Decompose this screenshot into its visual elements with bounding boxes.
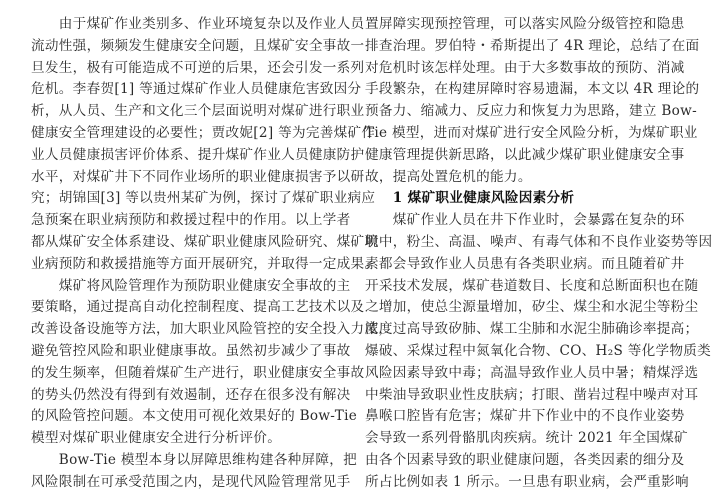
text-line: 爆破、采煤过程中氮氧化合物、CO、H₂S 等化学物质类: [365, 342, 712, 359]
text-line: 中柴油导致职业性皮肤病；打眼、凿岩过程中噪声对耳: [365, 386, 699, 403]
right-text-column: [365, 14, 713, 494]
text-line: 手段繁杂，在构建屏障时容易遗漏，本文以 4R 理论的: [365, 81, 700, 98]
text-line: 流动性强，频频发生健康安全问题，且煤矿安全事故一: [31, 37, 365, 54]
text-line: 素都会导致作业人员患有各类职业病。而且随着矿井: [365, 255, 685, 272]
text-line: Tie 模型，进而对煤矿进行安全风险分析，为煤矿职业: [365, 124, 698, 141]
text-line: 究；胡锦国[3] 等以贵州某矿为例，探讨了煤矿职业病应: [31, 190, 376, 207]
text-line: 水平，对煤矿井下不同作业场所的职业健康损害予以研: [31, 168, 365, 185]
paragraph: [365, 210, 713, 493]
text-line: 业病预防和救援措施等方面开展研究，并取得一定成果。: [31, 255, 379, 272]
text-line: 要策略，通过提高自动化控制程度、提高工艺技术以及: [31, 299, 365, 316]
text-line: 改善设备设施等方法，加大职业风险管控的安全投入力度，: [31, 321, 393, 338]
text-line: 故，提高处置危机的能力。: [365, 168, 532, 185]
text-line: 风险因素导致中毒；高温导致作业人员中暑；精煤浮选: [365, 364, 699, 381]
paragraph: [365, 14, 700, 188]
text-line: 健康管理提供新思路，以此减少煤矿职业健康安全事: [365, 146, 685, 163]
section-heading: 1 煤矿职业健康风险因素分析: [365, 190, 575, 207]
text-line: 都从煤矿安全体系建设、煤矿职业健康风险研究、煤矿职: [31, 233, 379, 250]
text-line: 开采技术发展，煤矿巷道数目、长度和总断面积也在随: [365, 277, 699, 294]
text-line: 置屏障实现预控管理，可以落实风险分级管控和隐患: [365, 16, 685, 32]
text-line: Bow-Tie 模型本身以屏障思维构建各种屏障，把: [31, 451, 358, 468]
paragraph: [31, 14, 379, 276]
paragraph: [31, 276, 393, 450]
text-line: 煤矿将风险管理作为预防职业健康安全事故的主: [31, 277, 351, 294]
text-line: 析，从人员、生产和文化三个层面说明对煤矿进行职业: [31, 103, 365, 120]
text-line: 模型对煤矿职业健康安全进行分析评价。: [31, 430, 282, 447]
text-line: 健康安全管理建设的必要性；贾改妮[2] 等为完善煤矿作: [31, 124, 376, 141]
text-line: 之增加，使总尘源量增加，矽尘、煤尘和水泥尘等粉尘: [365, 299, 699, 316]
text-line: 浓度过高导致矽肺、煤工尘肺和水泥尘肺确诊率提高；: [365, 321, 699, 338]
text-line: 业人员健康损害评价体系、提升煤矿作业人员健康防护: [31, 146, 365, 163]
left-text-column: [31, 14, 393, 494]
text-line: 避免管控风险和职业健康事故。虽然初步减少了事故: [31, 342, 351, 359]
text-line: 危机。李春贺[1] 等通过煤矿作业人员健康危害致因分: [31, 81, 362, 98]
paragraph: [31, 450, 358, 494]
text-line: 所占比例如表 1 所示。一旦患有职业病，会严重影响: [365, 473, 689, 490]
text-line: 会导致一系列骨骼肌肉疾病。统计 2021 年全国煤矿: [365, 430, 688, 447]
text-line: 的发生频率，但随着煤矿生产进行，职业健康安全事故: [31, 364, 365, 381]
text-line: 预备力、缩减力、反应力和恢复力为思路，建立 Bow-: [365, 103, 697, 120]
text-line: 旦发生，极有可能造成不可逆的后果，还会引发一系列: [31, 59, 365, 76]
text-line: 煤矿作业人员在井下作业时，会暴露在复杂的环: [365, 212, 685, 229]
text-line: 对危机时该怎样处理。由于大多数事故的预防、消减: [365, 59, 685, 76]
text-line: 的风险管控问题。本文使用可视化效果好的 Bow-Tie: [31, 408, 358, 425]
text-line: 风险限制在可承受范围之内，是现代风险管理常见手: [31, 473, 351, 490]
text-line: 由各个因素导致的职业健康问题，各类因素的细分及: [365, 451, 685, 468]
text-line: 鼻喉口腔皆有危害；煤矿井下作业中的不良作业姿势: [365, 408, 685, 425]
text-line: 排查治理。罗伯特・希斯提出了 4R 理论，总结了在面: [365, 37, 700, 54]
text-line: 急预案在职业病预防和救援过程中的作用。以上学者: [31, 212, 351, 229]
text-line: 的势头仍然没有得到有效遏制，还存在很多没有解决: [31, 386, 351, 403]
text-line: 由于煤矿作业类别多、作业环境复杂以及作业人员: [31, 16, 365, 32]
text-line: 境中，粉尘、高温、噪声、有毒气体和不良作业姿势等因: [365, 233, 713, 250]
